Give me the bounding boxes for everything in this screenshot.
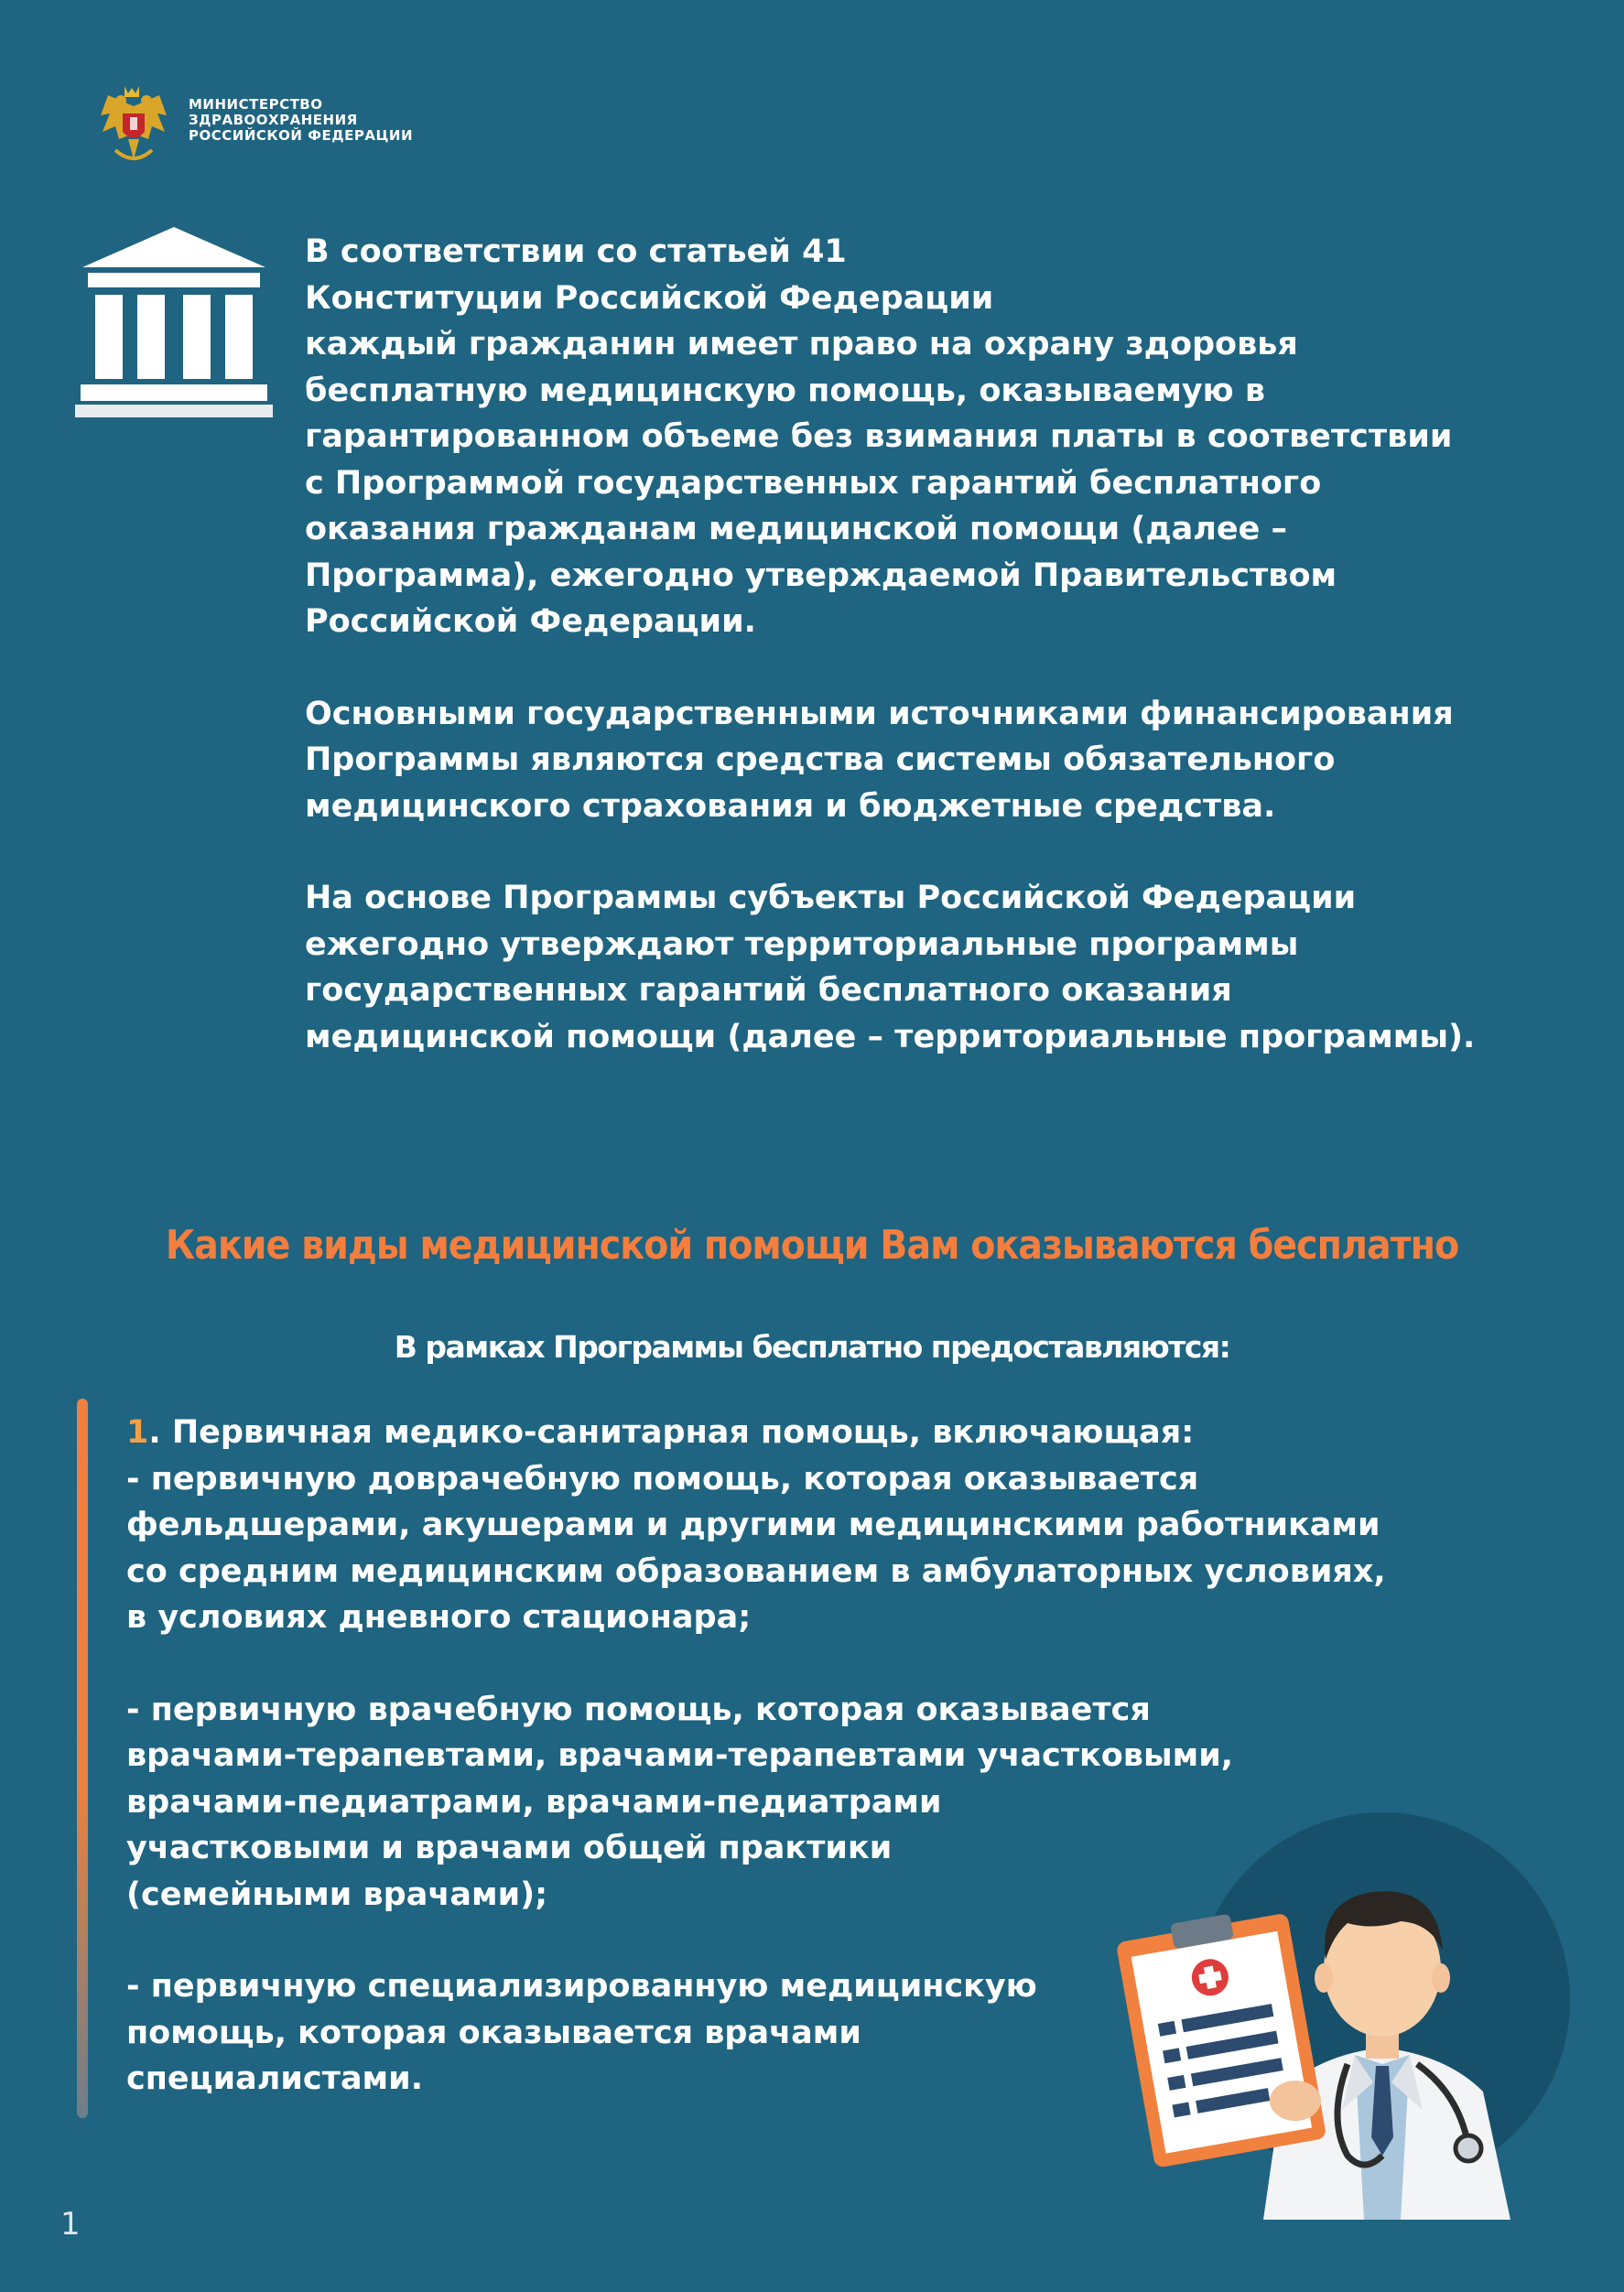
intro-line: На основе Программы субъекты Российской Федерации	[305, 880, 1357, 916]
intro-line: ежегодно утверждают территориальные программы	[305, 925, 1299, 963]
intro-line: медицинской помощи (далее – территориальные программы).	[305, 1018, 1476, 1055]
intro-line: Российской Федерации.	[305, 603, 756, 640]
intro-line: бесплатную медицинскую помощь, оказываемую в	[305, 372, 1266, 409]
intro-line: В соответствии со статьей 41	[305, 233, 847, 270]
care-line: врачами-терапевтами, врачами-терапевтами участковыми,	[126, 1737, 1234, 1774]
ministry-name-line-3: РОССИЙСКОЙ ФЕДЕРАЦИИ	[189, 127, 414, 144]
page-number: 1	[60, 2206, 81, 2243]
care-line: в условиях дневного стационара;	[126, 1599, 752, 1636]
intro-paragraph-2	[305, 691, 1586, 830]
intro-line: Основными государственными источниками финансирования	[305, 695, 1454, 732]
doctor-illustration-icon	[1108, 1789, 1584, 2220]
care-line: специалистами.	[126, 2060, 423, 2097]
intro-line: гарантированном объеме без взимания платы в соответствии	[305, 418, 1453, 455]
intro-line: государственных гарантий бесплатного оказания	[305, 972, 1232, 1009]
care-line: участковыми и врачами общей практики	[126, 1830, 893, 1866]
intro-paragraph-1	[305, 229, 1586, 645]
intro-line: каждый гражданин имеет право на охрану здоровья	[305, 326, 1298, 362]
care-line: - первичную врачебную помощь, которая оказывается	[126, 1691, 1151, 1728]
care-item-1-intro	[126, 1410, 1499, 1641]
care-line: помощь, которая оказывается врачами	[126, 2014, 861, 2051]
intro-line: Программы являются средства системы обязательного	[305, 741, 1336, 778]
intro-line: с Программой государственных гарантий бесплатного	[305, 464, 1322, 502]
intro-line: Конституции Российской Федерации	[305, 279, 994, 317]
care-line: врачами-педиатрами, врачами-педиатрами	[126, 1783, 942, 1821]
ministry-name-line-1: МИНИСТЕРСТВО	[189, 96, 323, 113]
section-subheading: В рамках Программы бесплатно предоставляются:	[394, 1329, 1230, 1365]
care-line: (семейными врачами);	[126, 1876, 548, 1913]
care-line: - первичную доврачебную помощь, которая оказывается	[126, 1460, 1199, 1497]
ministry-name-line-2: ЗДРАВООХРАНЕНИЯ	[189, 112, 358, 128]
intro-line: медицинского страхования и бюджетные средства.	[305, 787, 1276, 825]
section-heading: Какие виды медицинской помощи Вам оказываются бесплатно	[165, 1222, 1459, 1269]
ministry-name	[189, 97, 413, 144]
care-line: - первичную специализированную медицинскую	[126, 1968, 1037, 2005]
care-line: . Первичная медико-санитарная помощь, включающая:	[148, 1414, 1195, 1451]
intro-text	[305, 229, 1586, 1106]
care-line: фельдшерами, акушерами и другими медицинскими работниками	[126, 1507, 1380, 1543]
government-building-icon	[75, 227, 273, 419]
intro-line: оказания гражданам медицинской помощи (далее –	[305, 511, 1288, 547]
double-headed-eagle-emblem-icon	[88, 79, 179, 170]
list-number: 1	[126, 1414, 149, 1451]
accent-bar	[77, 1399, 88, 2118]
ministry-logo	[88, 79, 454, 170]
intro-line: Программа), ежегодно утверждаемой Правительством	[305, 557, 1337, 594]
intro-paragraph-3	[305, 875, 1586, 1060]
care-line: со средним медицинским образованием в амбулаторных условиях,	[126, 1552, 1386, 1590]
